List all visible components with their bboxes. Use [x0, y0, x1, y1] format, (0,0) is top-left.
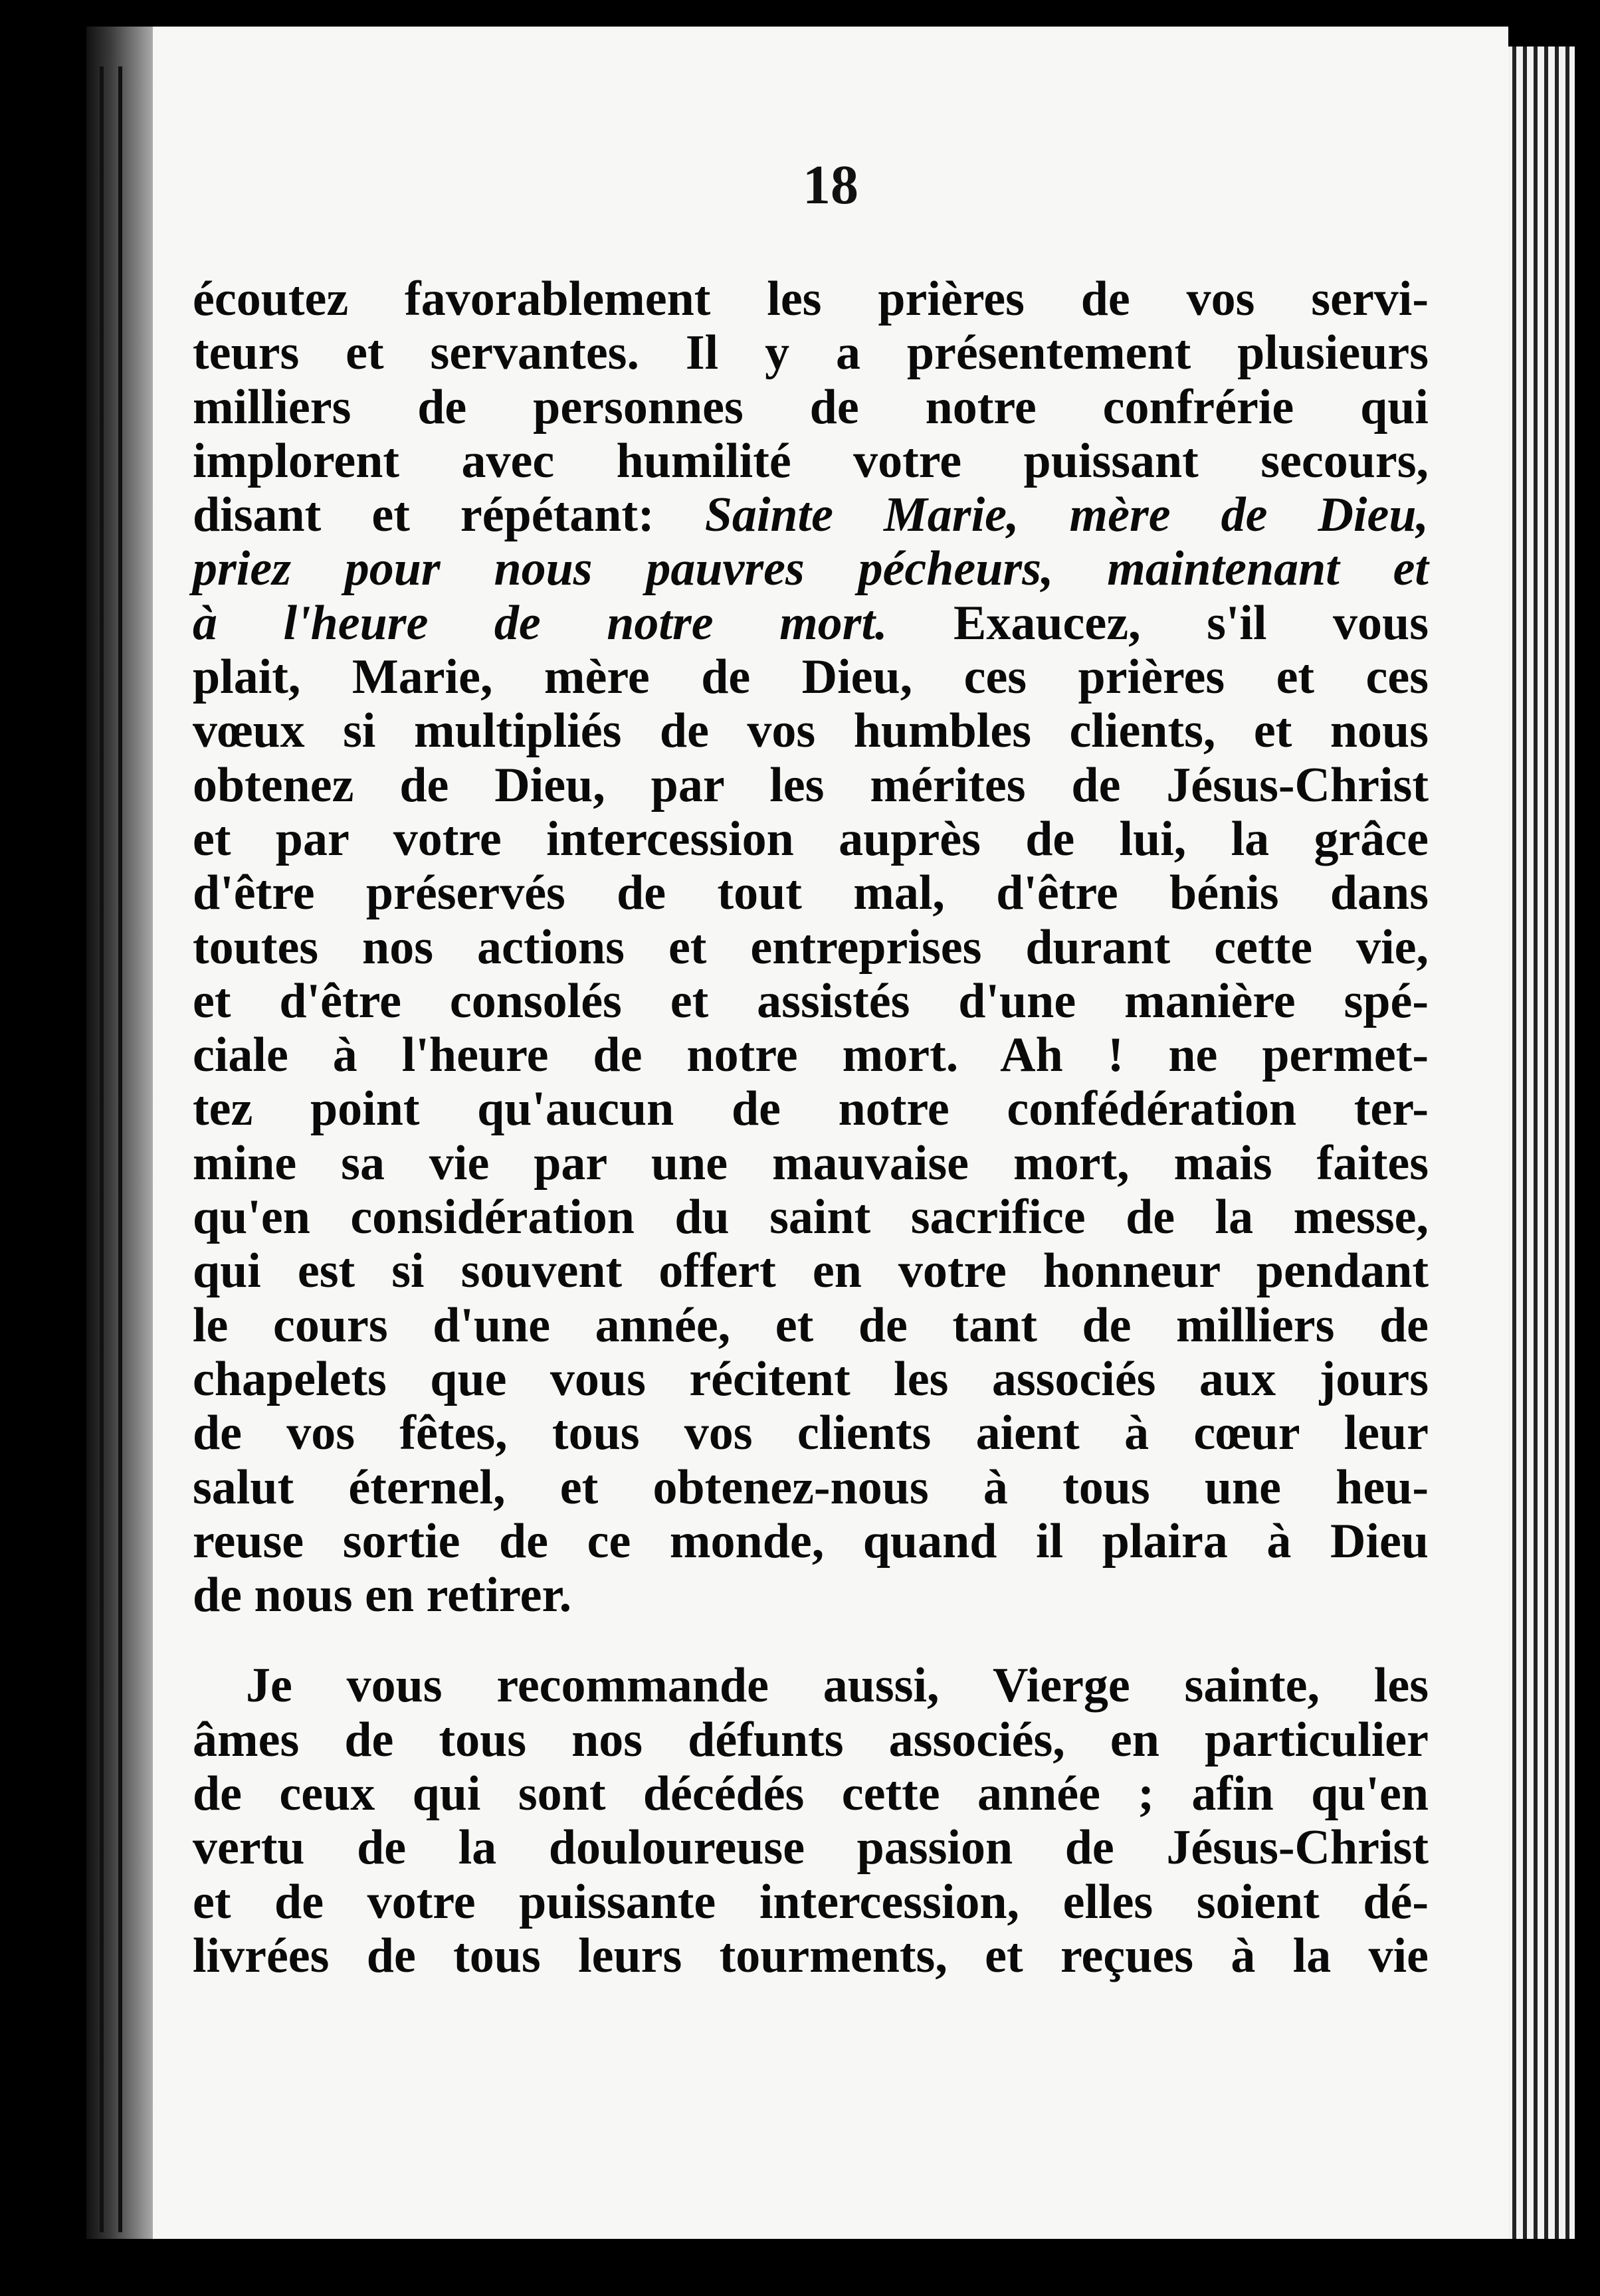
- text-line: toutes nos actions et entreprises durant cette vie,: [193, 919, 1429, 975]
- text-run: disant et répétant:: [193, 488, 705, 543]
- text-line: mine sa vie par une mauvaise mort, mais faites: [193, 1135, 1429, 1191]
- text-line: de ceux qui sont décédés cette année ; afin qu'en: [193, 1767, 1429, 1822]
- text-line: âmes de tous nos défunts associés, en particulier: [193, 1712, 1429, 1767]
- text-line: et de votre puissante intercession, elles soient dé-: [193, 1874, 1429, 1929]
- text-line: [193, 542, 1429, 596]
- text-line: chapelets que vous récitent les associés aux jours: [193, 1351, 1429, 1406]
- text-line: livrées de tous leurs tourments, et reçues à la vie: [193, 1928, 1429, 1983]
- text-line: qui est si souvent offert en votre honneur pendant: [193, 1244, 1429, 1299]
- text-line: de nous en retirer.: [193, 1568, 572, 1623]
- body-text: [193, 272, 1429, 1983]
- page-number: 18: [803, 154, 858, 216]
- text-line: reuse sortie de ce monde, quand il plaira à Dieu: [193, 1513, 1429, 1569]
- text-run: Exaucez, s'il vous: [887, 595, 1429, 650]
- text-line: écoutez favorablement les prières de vos servi-: [193, 272, 1429, 326]
- italic-text: à l'heure de notre mort.: [193, 595, 888, 650]
- text-line: [193, 597, 1429, 650]
- text-line: Je vous recommande aussi, Vierge sainte, les: [246, 1658, 1429, 1713]
- text-line: de vos fêtes, tous vos clients aient à cœur leur: [193, 1406, 1429, 1461]
- gutter-line: [100, 66, 104, 2232]
- paragraph-gap: [193, 1622, 1429, 1659]
- text-line: salut éternel, et obtenez-nous à tous une heu-: [193, 1460, 1429, 1515]
- text-line: [193, 488, 1429, 542]
- paragraph-2: [193, 1659, 1429, 1983]
- text-line: teurs et servantes. Il y a présentement plusieurs: [193, 326, 1429, 381]
- text-line: et d'être consolés et assistés d'une manière spé-: [193, 973, 1429, 1028]
- text-line: plait, Marie, mère de Dieu, ces prières et ces: [193, 650, 1429, 705]
- text-line: vœux si multipliés de vos humbles clients, et nous: [193, 704, 1429, 759]
- text-line: et par votre intercession auprès de lui, la grâce: [193, 811, 1429, 866]
- paragraph-1: [193, 272, 1429, 1622]
- text-line: tez point qu'aucun de notre confédération ter-: [193, 1082, 1429, 1137]
- text-line: implorent avec humilité votre puissant secours,: [193, 433, 1429, 488]
- text-line: qu'en considération du saint sacrifice de la messe,: [193, 1190, 1429, 1245]
- italic-text: priez pour nous pauvres pécheurs, maintenant et: [193, 541, 1429, 597]
- text-line: d'être préservés de tout mal, d'être bénis dans: [193, 866, 1429, 921]
- text-line: ciale à l'heure de notre mort. Ah ! ne permet-: [193, 1028, 1429, 1083]
- text-line: vertu de la douloureuse passion de Jésus-Christ: [193, 1820, 1429, 1875]
- italic-text: Sainte Marie, mère de Dieu,: [704, 488, 1429, 543]
- text-line: le cours d'une année, et de tant de milliers de: [193, 1297, 1429, 1353]
- text-line: milliers de personnes de notre confrérie qui: [193, 379, 1429, 434]
- gutter-line: [118, 66, 122, 2232]
- text-line: obtenez de Dieu, par les mérites de Jésus-Christ: [193, 757, 1429, 813]
